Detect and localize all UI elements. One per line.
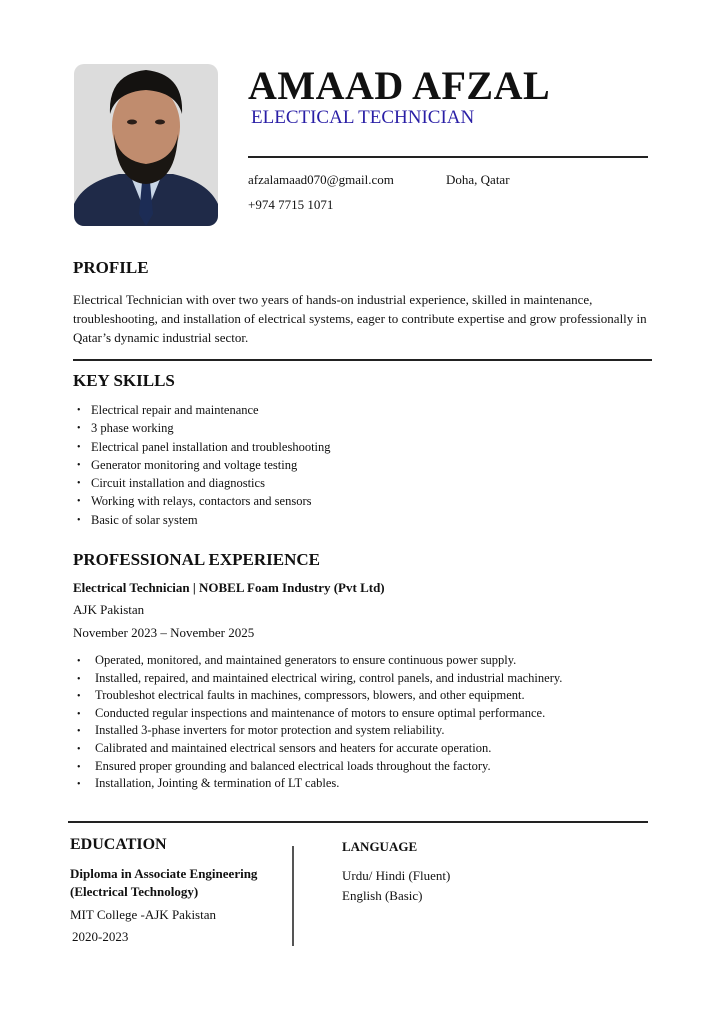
education-years: 2020-2023 [72, 929, 129, 944]
experience-item: • Installed, repaired, and maintained electrical wiring, control panels, and industrial machinery. [73, 670, 562, 688]
experience-item: • Troubleshot electrical faults in machines, compressors, blowers, and other equipment. [73, 687, 562, 705]
candidate-name: AMAAD AFZAL [248, 63, 551, 108]
experience-heading: PROFESSIONAL EXPERIENCE [73, 550, 321, 569]
education-degree-field: (Electrical Technology) [70, 884, 199, 899]
phone[interactable]: +974 7715 1071 [248, 197, 334, 212]
education-heading: EDUCATION [70, 836, 167, 853]
experience-item: • Installation, Jointing & termination of LT cables. [73, 775, 562, 793]
location: Doha, Qatar [446, 172, 510, 187]
skill-item: • Basic of solar system [73, 511, 331, 529]
skill-item: • Circuit installation and diagnostics [73, 474, 331, 492]
education-degree: Diploma in Associate Engineering [70, 866, 258, 881]
skills-heading: KEY SKILLS [73, 371, 175, 390]
language-item: Urdu/ Hindi (Fluent) [342, 868, 451, 883]
skill-item: • Generator monitoring and voltage testing [73, 456, 331, 474]
skill-item: • Electrical panel installation and troubleshooting [73, 438, 331, 456]
profile-divider [73, 359, 652, 361]
language-item: English (Basic) [342, 888, 423, 903]
profile-text: Electrical Technician with over two years of hands-on industrial experience, skilled in maintenance, troubleshooting, and installation of electrical systems, eager to contribute expertise and grow professionally in Qatar’s dynamic industrial sector. [73, 292, 647, 345]
experience-item: • Installed 3-phase inverters for motor protection and system reliability. [73, 722, 562, 740]
education-school: MIT College -AJK Pakistan [70, 907, 216, 922]
header-divider [248, 156, 648, 158]
skill-item: • 3 phase working [73, 419, 331, 437]
experience-item: • Operated, monitored, and maintained generators to ensure continuous power supply. [73, 652, 562, 670]
skills-list [73, 401, 331, 529]
experience-role: Electrical Technician | NOBEL Foam Industry (Pvt Ltd) [73, 580, 385, 595]
job-title: ELECTICAL TECHNICIAN [251, 107, 475, 128]
experience-item: • Ensured proper grounding and balanced electrical loads throughout the factory. [73, 758, 562, 776]
language-heading: LANGUAGE [342, 839, 418, 854]
experience-dates: November 2023 – November 2025 [73, 625, 255, 640]
skill-item: • Working with relays, contactors and sensors [73, 492, 331, 510]
experience-item: • Conducted regular inspections and maintenance of motors to ensure optimal performance. [73, 705, 562, 723]
experience-item: • Calibrated and maintained electrical sensors and heaters for accurate operation. [73, 740, 562, 758]
skill-item: • Electrical repair and maintenance [73, 401, 331, 419]
profile-heading: PROFILE [73, 258, 149, 277]
experience-divider [68, 821, 648, 823]
profile-photo [74, 64, 218, 226]
column-divider [292, 846, 294, 946]
email[interactable]: afzalamaad070@gmail.com [248, 172, 394, 187]
experience-list [73, 652, 562, 793]
experience-location: AJK Pakistan [73, 602, 145, 617]
